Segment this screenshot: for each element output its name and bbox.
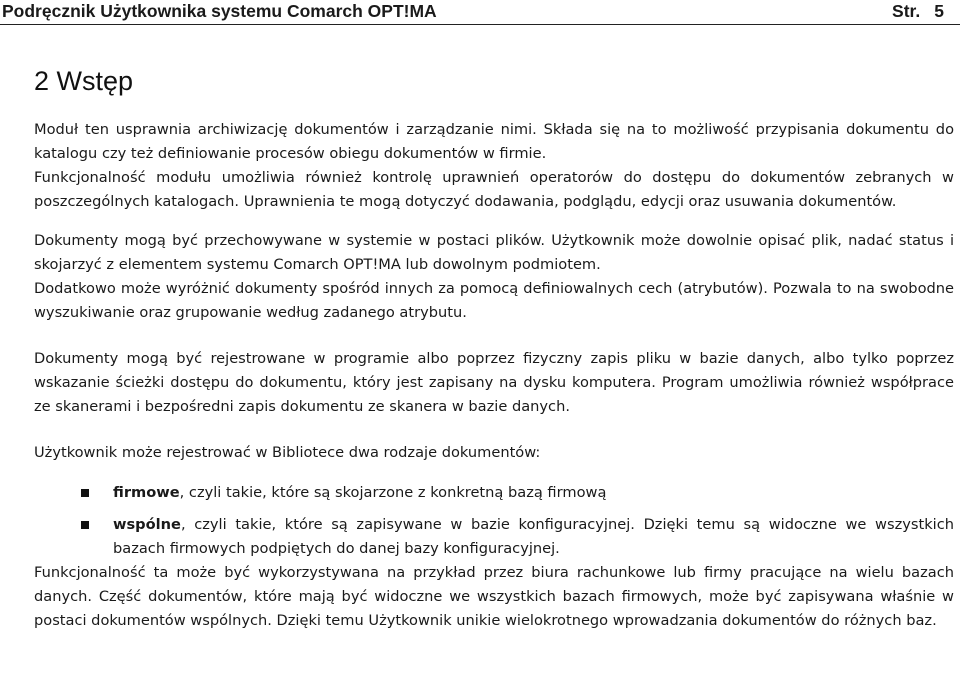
list-item-text: , czyli takie, które są zapisywane w bazie konfiguracyjnej. Dzięki temu są widoczne we wszystkich bazach firmowych podpiętych do danej bazy konfiguracyjnej. bbox=[113, 516, 954, 557]
paragraph-usage: Funkcjonalność ta może być wykorzystywana na przykład przez biura rachunkowe lub firmy pracujące na wielu bazach danych. Część dokumentów, które mają być widoczne we wszystkich bazach firmowych, może być zapisywana właśnie w postaci dokumentów wspólnych. Dzięki temu Użytkownik unikie wielokrotnego wprowadzania dokumentów do różnych baz. bbox=[34, 564, 954, 629]
document-types-list bbox=[34, 481, 954, 561]
document-body bbox=[34, 118, 954, 633]
paragraph-registration: Dokumenty mogą być rejestrowane w programie albo poprzez fizyczny zapis pliku w bazie danych, albo tylko poprzez wskazanie ścieżki dostępu do dokumentu, który jest zapisany na dysku komputera. Program umożliwia również współprace ze skanerami i bezpośredni zapis dokumentu ze skanera w bazie danych. bbox=[34, 350, 954, 415]
page-indicator bbox=[892, 1, 944, 22]
bullet-square-icon bbox=[81, 489, 89, 497]
list-item bbox=[34, 481, 954, 505]
section-heading: 2 Wstęp bbox=[34, 66, 134, 96]
list-item-term: firmowe bbox=[113, 484, 180, 501]
paragraph-permissions: Funkcjonalność modułu umożliwia również kontrolę uprawnień operatorów do dostępu do dokumentów zebranych w poszczególnych katalogach. Uprawnienia te mogą dotyczyć dodawania, podglądu, edycji oraz usuwania dokumentów. bbox=[34, 169, 954, 210]
page-number: 5 bbox=[934, 1, 944, 21]
paragraph-document-types: Użytkownik może rejestrować w Bibliotece dwa rodzaje dokumentów: bbox=[34, 444, 541, 461]
document-title: Podręcznik Użytkownika systemu Comarch OPT!MA bbox=[2, 1, 437, 21]
paragraph-intro: Moduł ten usprawnia archiwizację dokumentów i zarządzanie nimi. Składa się na to możliwość przypisania dokumentu do katalogu czy też definiowanie procesów obiegu dokumentów w firmie. bbox=[34, 121, 954, 162]
list-item bbox=[34, 513, 954, 561]
page-header bbox=[0, 0, 960, 25]
bullet-square-icon bbox=[81, 521, 89, 529]
list-item-text: , czyli takie, które są skojarzone z konkretną bazą firmową bbox=[179, 484, 607, 501]
paragraph-files: Dokumenty mogą być przechowywane w systemie w postaci plików. Użytkownik może dowolnie opisać plik, nadać status i skojarzyć z elementem systemu Comarch OPT!MA lub dowolnym podmiotem. bbox=[34, 232, 954, 273]
paragraph-attributes: Dodatkowo może wyróżnić dokumenty spośród innych za pomocą definiowalnych cech (atrybutów). Pozwala to na swobodne wyszukiwanie oraz grupowanie według zadanego atrybutu. bbox=[34, 280, 954, 321]
list-item-term: wspólne bbox=[113, 516, 181, 533]
page-label: Str. bbox=[892, 1, 921, 21]
